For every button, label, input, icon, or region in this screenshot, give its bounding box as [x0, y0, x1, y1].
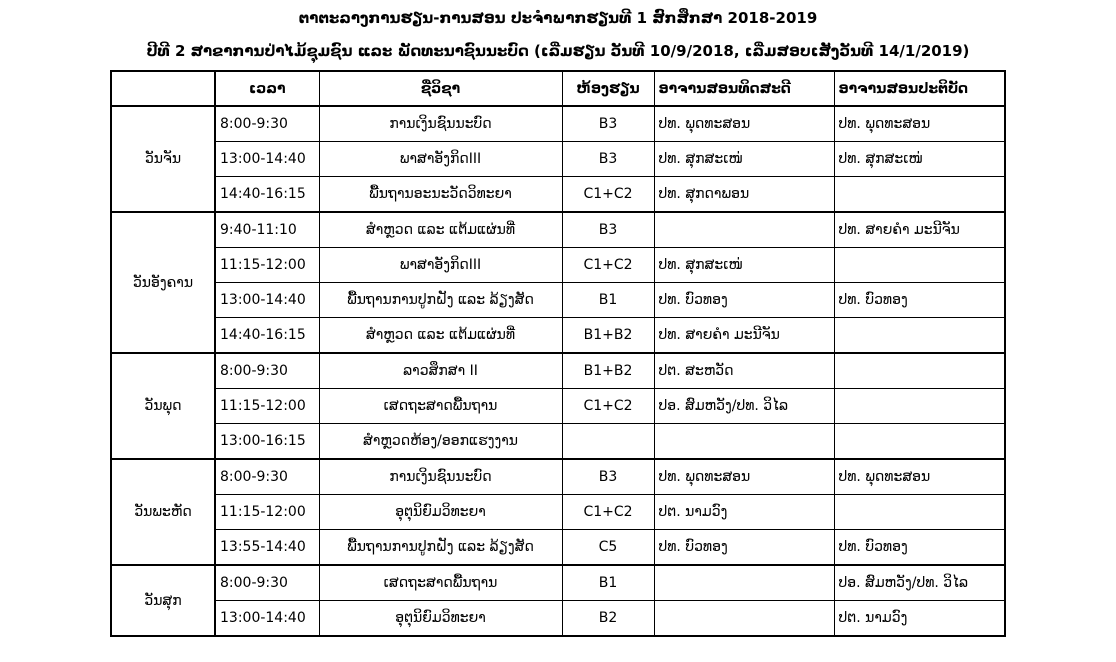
theory-teacher-cell: ປຕ. ນາມວົງ — [654, 495, 834, 530]
practical-teacher-cell: ປທ. ສາຍຄໍາ ມະນີຈັນ — [834, 212, 1005, 248]
subject-cell: ເສດຖະສາດພື້ນຖານ — [319, 565, 562, 601]
practical-teacher-cell — [834, 389, 1005, 424]
schedule-body — [111, 106, 1005, 636]
subject-cell: ລາວສຶກສາ II — [319, 353, 562, 389]
theory-teacher-cell — [654, 424, 834, 460]
theory-teacher-cell: ປອ. ສົມຫວັງ/ປທ. ວິໄລ — [654, 389, 834, 424]
table-row — [111, 424, 1005, 460]
room-cell: B2 — [562, 601, 654, 637]
time-cell: 14:40-16:15 — [215, 318, 319, 354]
day-cell: ວັນພະຫັດ — [111, 459, 215, 565]
time-cell: 13:00-14:40 — [215, 601, 319, 637]
time-cell: 8:00-9:30 — [215, 353, 319, 389]
subject-cell: ພາສາອັງກິດIII — [319, 142, 562, 177]
table-row — [111, 177, 1005, 213]
time-cell: 8:00-9:30 — [215, 459, 319, 495]
time-cell: 8:00-9:30 — [215, 565, 319, 601]
table-row — [111, 495, 1005, 530]
page-title: ຕາຕະລາງການຮຽນ-ການສອນ ປະຈໍາພາກຮຽນທີ 1 ສົກສຶກສາ 2018-2019 — [298, 9, 818, 27]
time-cell: 14:40-16:15 — [215, 177, 319, 213]
subject-cell: ເສດຖະສາດພື້ນຖານ — [319, 389, 562, 424]
subject-cell: ອຸຕຸນິຍົມວິທະຍາ — [319, 601, 562, 637]
table-row — [111, 459, 1005, 495]
room-cell: B1 — [562, 283, 654, 318]
table-row — [111, 212, 1005, 248]
day-cell: ວັນພຸດ — [111, 353, 215, 459]
subject-cell: ພາສາອັງກິດIII — [319, 248, 562, 283]
table-row — [111, 353, 1005, 389]
room-cell: B1+B2 — [562, 318, 654, 354]
room-cell: B3 — [562, 459, 654, 495]
header-row — [111, 71, 1005, 106]
theory-teacher-cell — [654, 212, 834, 248]
practical-teacher-cell — [834, 353, 1005, 389]
theory-teacher-cell: ປຕ. ສະຫວັດ — [654, 353, 834, 389]
time-cell: 13:00-14:40 — [215, 283, 319, 318]
table-row — [111, 106, 1005, 142]
subject-cell: ພື້ນຖານການປູກຝັງ ແລະ ລ້ຽງສັດ — [319, 530, 562, 566]
schedule-table — [110, 70, 1006, 637]
header-time: ເວລາ — [215, 71, 319, 106]
time-cell: 13:00-14:40 — [215, 142, 319, 177]
theory-teacher-cell: ປທ. ບົວທອງ — [654, 283, 834, 318]
theory-teacher-cell: ປທ. ບົວທອງ — [654, 530, 834, 566]
room-cell: C5 — [562, 530, 654, 566]
subject-cell: ພື້ນຖານອະນະວັດວິທະຍາ — [319, 177, 562, 213]
practical-teacher-cell — [834, 248, 1005, 283]
subject-cell: ການເງິນຊົນນະບົດ — [319, 459, 562, 495]
day-cell: ວັນສຸກ — [111, 565, 215, 636]
table-row — [111, 318, 1005, 354]
practical-teacher-cell — [834, 495, 1005, 530]
table-row — [111, 142, 1005, 177]
room-cell: C1+C2 — [562, 248, 654, 283]
theory-teacher-cell: ປທ. ສາຍຄໍາ ມະນີຈັນ — [654, 318, 834, 354]
theory-teacher-cell: ປທ. ສຸກດາພອນ — [654, 177, 834, 213]
header-day — [111, 71, 215, 106]
page-subtitle: ປີທີ 2 ສາຂາການປ່າໄມ້ຊຸມຊົນ ແລະ ພັດທະນາຊົນນະບົດ (ເລີ່ມຮຽນ ວັນທີ 10/9/2018, ເລີ່ມສອບເສັງວັນທີ 14/1/2019) — [146, 42, 970, 60]
header-subject: ຊື່ວິຊາ — [319, 71, 562, 106]
practical-teacher-cell: ປທ. ພຸດທະສອນ — [834, 106, 1005, 142]
theory-teacher-cell: ປທ. ສຸກສະເໜ່ — [654, 142, 834, 177]
practical-teacher-cell: ປທ. ພຸດທະສອນ — [834, 459, 1005, 495]
room-cell: B1+B2 — [562, 353, 654, 389]
subject-cell: ສໍາຫຼວດຫ້ອງ/ອອກແຮງງານ — [319, 424, 562, 460]
time-cell: 11:15-12:00 — [215, 495, 319, 530]
time-cell: 13:00-16:15 — [215, 424, 319, 460]
room-cell: C1+C2 — [562, 495, 654, 530]
time-cell: 8:00-9:30 — [215, 106, 319, 142]
subject-cell: ການເງິນຊົນນະບົດ — [319, 106, 562, 142]
table-row — [111, 283, 1005, 318]
header-room: ຫ້ອງຮຽນ — [562, 71, 654, 106]
subject-cell: ສໍາຫຼວດ ແລະ ແຕ້ມແຜ່ນທີ່ — [319, 212, 562, 248]
header-practical-teacher: ອາຈານສອນປະຕິບັດ — [834, 71, 1005, 106]
practical-teacher-cell: ປທ. ບົວທອງ — [834, 283, 1005, 318]
time-cell: 11:15-12:00 — [215, 248, 319, 283]
time-cell: 11:15-12:00 — [215, 389, 319, 424]
practical-teacher-cell: ປທ. ສຸກສະເໜ່ — [834, 142, 1005, 177]
practical-teacher-cell: ປຕ. ນາມວົງ — [834, 601, 1005, 637]
table-row — [111, 530, 1005, 566]
subject-cell: ອຸຕຸນິຍົມວິທະຍາ — [319, 495, 562, 530]
theory-teacher-cell — [654, 601, 834, 637]
table-row — [111, 389, 1005, 424]
theory-teacher-cell: ປທ. ສຸກສະເໜ່ — [654, 248, 834, 283]
header-theory-teacher: ອາຈານສອນທິດສະດີ — [654, 71, 834, 106]
room-cell: C1+C2 — [562, 177, 654, 213]
room-cell: B3 — [562, 142, 654, 177]
day-cell: ວັນອັງຄານ — [111, 212, 215, 353]
theory-teacher-cell: ປທ. ພຸດທະສອນ — [654, 459, 834, 495]
theory-teacher-cell: ປທ. ພຸດທະສອນ — [654, 106, 834, 142]
room-cell — [562, 424, 654, 460]
room-cell: B1 — [562, 565, 654, 601]
practical-teacher-cell — [834, 177, 1005, 213]
time-cell: 13:55-14:40 — [215, 530, 319, 566]
theory-teacher-cell — [654, 565, 834, 601]
room-cell: C1+C2 — [562, 389, 654, 424]
practical-teacher-cell: ປທ. ບົວທອງ — [834, 530, 1005, 566]
room-cell: B3 — [562, 106, 654, 142]
practical-teacher-cell — [834, 424, 1005, 460]
subject-cell: ສໍາຫຼວດ ແລະ ແຕ້ມແຜ່ນທີ່ — [319, 318, 562, 354]
room-cell: B3 — [562, 212, 654, 248]
day-cell: ວັນຈັນ — [111, 106, 215, 212]
table-row — [111, 248, 1005, 283]
practical-teacher-cell: ປອ. ສົມຫວັງ/ປທ. ວິໄລ — [834, 565, 1005, 601]
practical-teacher-cell — [834, 318, 1005, 354]
table-row — [111, 565, 1005, 601]
table-row — [111, 601, 1005, 637]
subject-cell: ພື້ນຖານການປູກຝັງ ແລະ ລ້ຽງສັດ — [319, 283, 562, 318]
time-cell: 9:40-11:10 — [215, 212, 319, 248]
